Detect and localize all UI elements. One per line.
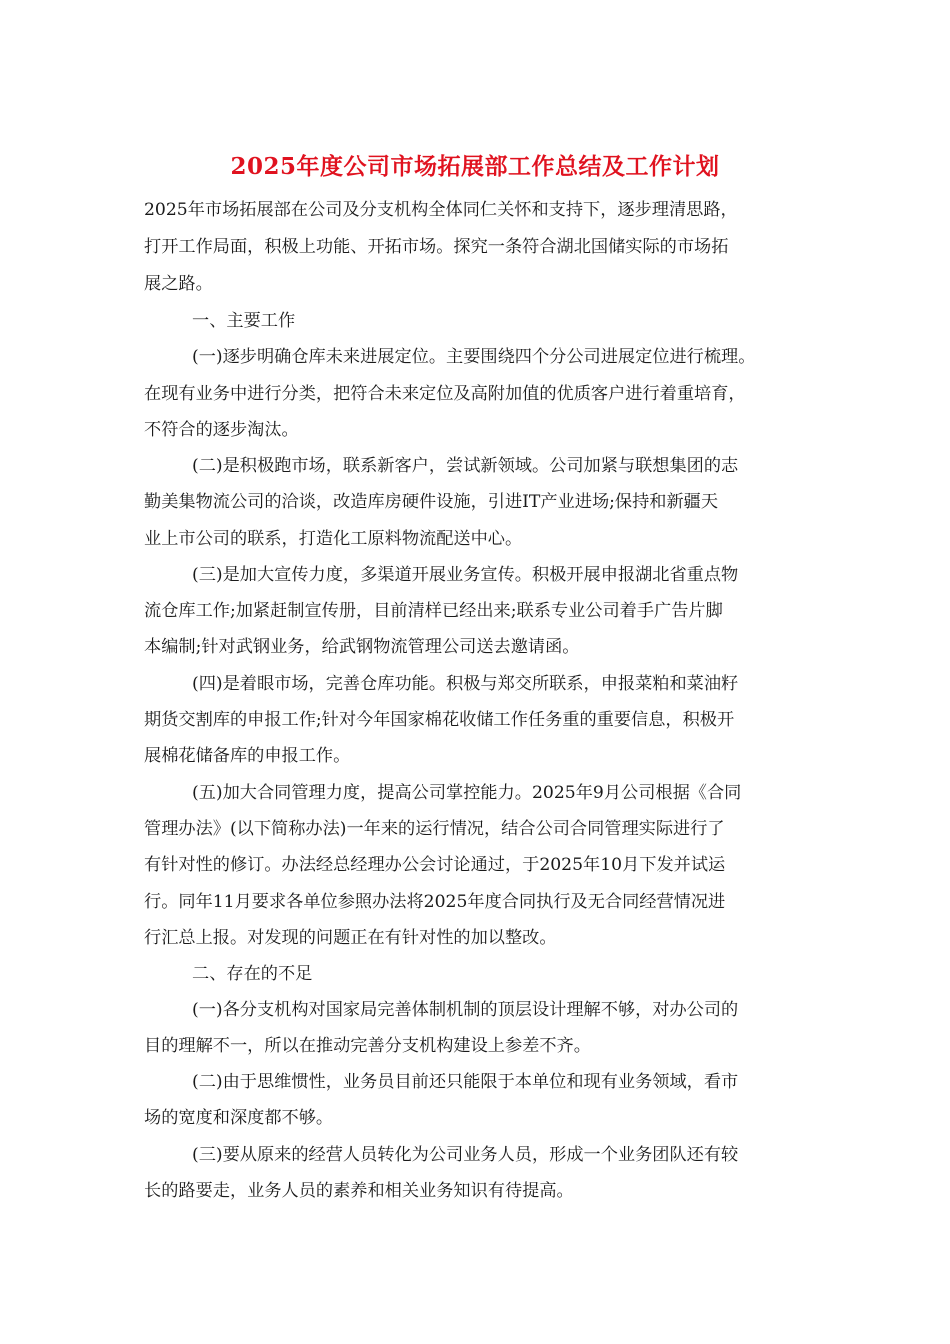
paragraph-line: 目的理解不一，所以在推动完善分支机构建设上参差不齐。 (144, 1036, 591, 1056)
paragraph-line: 管理办法》(以下简称办法)一年来的运行情况，结合公司合同管理实际进行了 (144, 819, 725, 839)
paragraph-line: (二)由于思维惯性，业务员目前还只能限于本单位和现有业务领域，看市 (192, 1072, 739, 1092)
paragraph-line: 有针对性的修订。办法经总经理办公会讨论通过，于2025年10月下发并试运 (144, 855, 726, 875)
paragraph-line: (三)是加大宣传力度，多渠道开展业务宣传。积极开展申报湖北省重点物 (192, 565, 739, 585)
paragraph-line: 2025年市场拓展部在公司及分支机构全体同仁关怀和支持下，逐步理清思路， (144, 200, 738, 220)
paragraph-line: 长的路要走，业务人员的素养和相关业务知识有待提高。 (144, 1181, 574, 1201)
paragraph-line: 不符合的逐步淘汰。 (144, 420, 299, 440)
paragraph-line: 在现有业务中进行分类，把符合未来定位及高附加值的优质客户进行着重培育， (144, 384, 746, 404)
paragraph-line: 业上市公司的联系，打造化工原料物流配送中心。 (144, 529, 523, 549)
paragraph-line: (三)要从原来的经营人员转化为公司业务人员，形成一个业务团队还有较 (192, 1145, 739, 1165)
section-heading: 一、主要工作 (192, 311, 296, 331)
paragraph-line: (四)是着眼市场，完善仓库功能。积极与郑交所联系，申报菜粕和菜油籽 (192, 674, 739, 694)
section-heading: 二、存在的不足 (192, 964, 313, 984)
paragraph-line: 行。同年11月要求各单位参照办法将2025年度合同执行及无合同经营情况进 (144, 892, 726, 912)
paragraph-line: 勤美集物流公司的洽谈，改造库房硬件设施，引进IT产业进场;保持和新疆天 (144, 492, 719, 512)
paragraph-line: 行汇总上报。对发现的问题正在有针对性的加以整改。 (144, 928, 557, 948)
paragraph-line: 展之路。 (144, 274, 213, 294)
paragraph-line: (一)逐步明确仓库未来进展定位。主要围绕四个分公司进展定位进行梳理。 (192, 347, 756, 367)
paragraph-line: (二)是积极跑市场，联系新客户，尝试新领域。公司加紧与联想集团的志 (192, 456, 739, 476)
paragraph-line: 期货交割库的申报工作;针对今年国家棉花收储工作任务重的重要信息，积极开 (144, 710, 735, 730)
paragraph-line: 流仓库工作;加紧赶制宣传册，目前清样已经出来;联系专业公司着手广告片脚 (144, 601, 723, 621)
paragraph-line: 场的宽度和深度都不够。 (144, 1108, 334, 1128)
paragraph-line: 打开工作局面，积极上功能、开拓市场。探究一条符合湖北国储实际的市场拓 (144, 237, 729, 257)
paragraph-line: 本编制;针对武钢业务，给武钢物流管理公司送去邀请函。 (144, 637, 580, 657)
paragraph-line: (五)加大合同管理力度，提高公司掌控能力。2025年9月公司根据《合同 (192, 783, 742, 803)
paragraph-line: (一)各分支机构对国家局完善体制机制的顶层设计理解不够，对办公司的 (192, 1000, 739, 1020)
document-title: 2025年度公司市场拓展部工作总结及工作计划 (230, 153, 720, 180)
paragraph-line: 展棉花储备库的申报工作。 (144, 746, 351, 766)
